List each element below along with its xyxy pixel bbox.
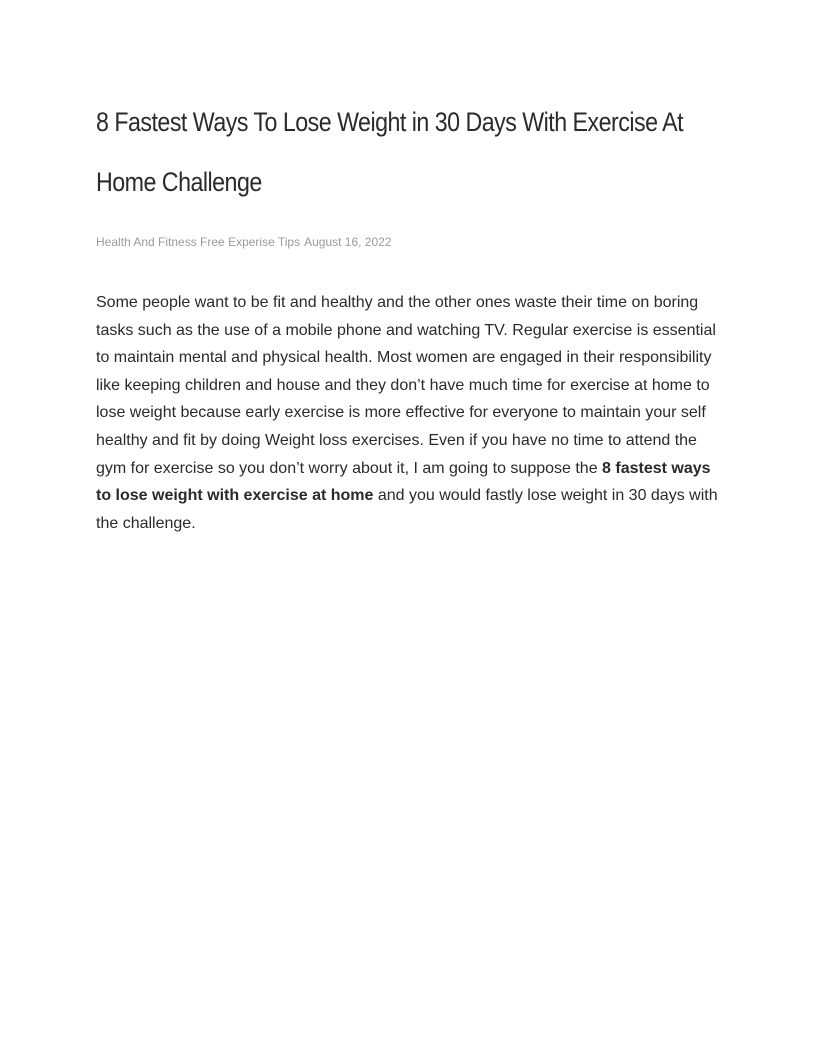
article-meta xyxy=(96,234,722,250)
article-page xyxy=(96,0,722,537)
paragraph-text-bold: 8 fastest ways to lose weight with exercise at home xyxy=(96,459,711,505)
paragraph-text-intro: Some people want to be fit and healthy and the other ones waste their time on boring tasks such as the use of a mobile phone and watching TV. Regular exercise is essential to maintain mental and physical health. Most women are engaged in their responsibility like keeping children and house and they don’t have much time for exercise at home to lose weight because early exercise is more effective for everyone to maintain your self healthy and fit by doing Weight loss exercises. Even if you have no time to attend the gym for exercise so you don’t worry about it, I am going to suppose the xyxy=(96,294,716,477)
article-category[interactable]: Health And Fitness Free Experise Tips xyxy=(96,235,301,249)
article-title: 8 Fastest Ways To Lose Weight in 30 Days With Exercise At Home Challenge xyxy=(96,107,684,197)
article-date: August 16, 2022 xyxy=(304,235,392,249)
article-paragraph xyxy=(96,289,722,537)
paragraph-text-outro: and you would fastly lose weight in 30 days with the challenge. xyxy=(96,487,718,532)
